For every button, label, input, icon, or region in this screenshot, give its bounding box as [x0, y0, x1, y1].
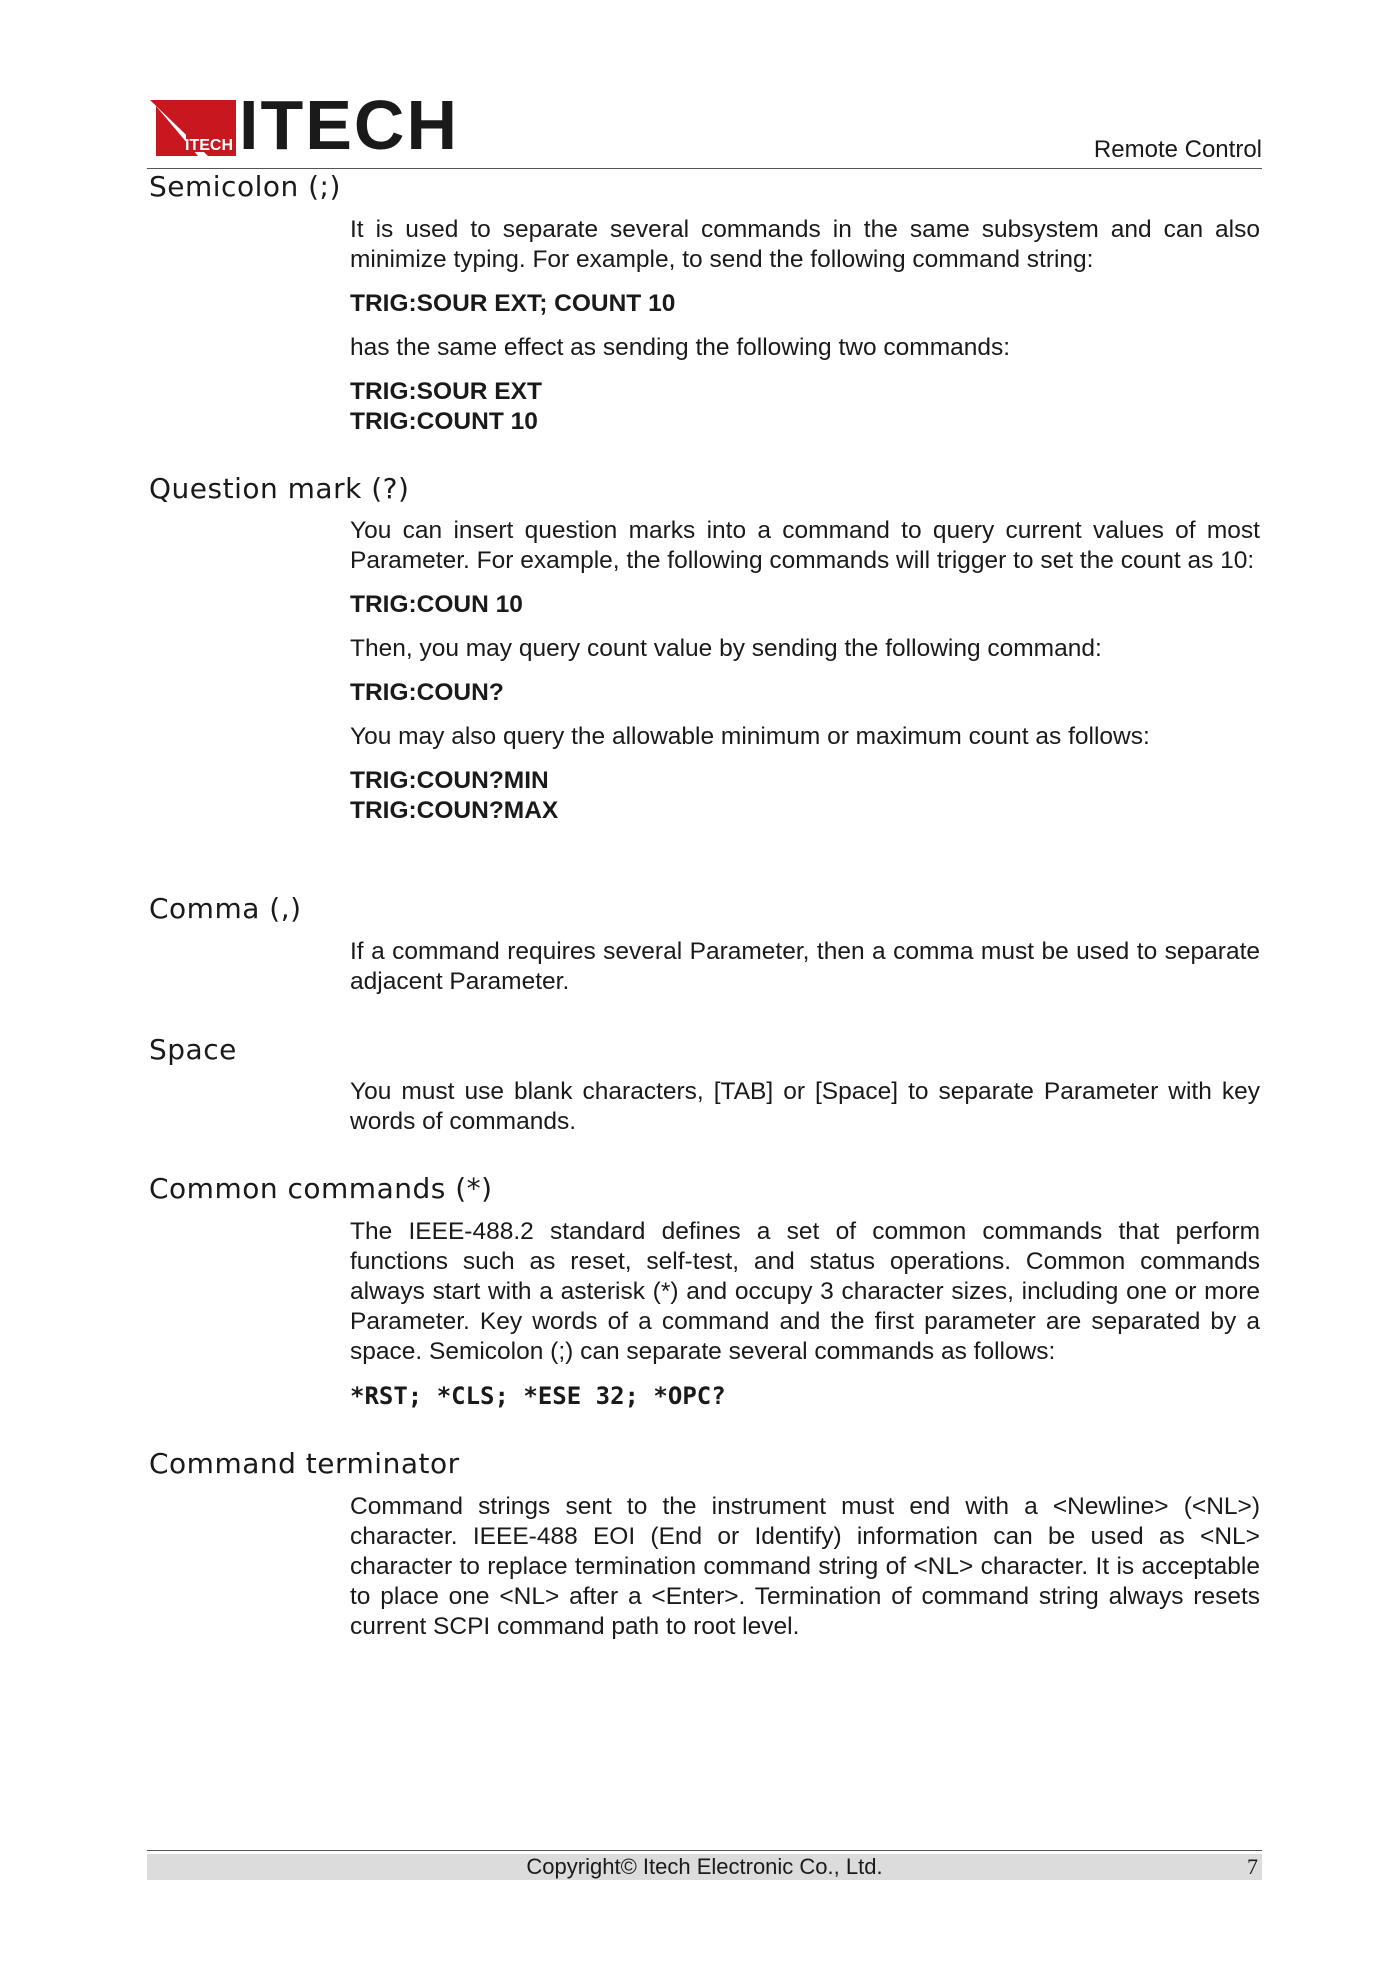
- section-body-semicolon: [350, 215, 1260, 437]
- paragraph: The IEEE-488.2 standard defines a set of common commands that perform functions such as reset, self-test, and status operations. Common commands always start with a asterisk (*) and occupy 3 character sizes, including one or more Parameter. Key words of a command and the first parameter are separated by a space. Semicolon (;) can separate several commands as follows:: [350, 1218, 1260, 1365]
- section-body-question-mark: [350, 516, 1260, 826]
- section-title-question-mark: Question mark (?): [149, 472, 410, 505]
- section-body-command-terminator: [350, 1492, 1260, 1656]
- paragraph: Command strings sent to the instrument must end with a <Newline> (<NL>) character. IEEE-488 EOI (End or Identify) information can be used as <NL> character to replace termination command string of <NL> character. It is acceptable to place one <NL> after a <Enter>. Termination of command string always resets current SCPI command path to root level.: [350, 1493, 1260, 1640]
- paragraph: It is used to separate several commands in the same subsystem and can also minimize typing. For example, to send the following command string:: [350, 216, 1260, 273]
- paragraph: You may also query the allowable minimum or maximum count as follows:: [350, 723, 1150, 750]
- section-body-space: [350, 1077, 1260, 1151]
- section-body-comma: [350, 937, 1260, 1011]
- section-title-comma: Comma (,): [149, 892, 302, 925]
- paragraph: You must use blank characters, [TAB] or [Space] to separate Parameter with key words of commands.: [350, 1078, 1260, 1135]
- section-title-space: Space: [149, 1033, 237, 1066]
- section-title-semicolon: Semicolon (;): [149, 170, 341, 203]
- section-body-common-commands: [350, 1217, 1260, 1411]
- page-header: [147, 86, 1262, 170]
- footer-divider: [147, 1850, 1262, 1851]
- section-title-command-terminator: Command terminator: [149, 1447, 460, 1480]
- command-example: TRIG:COUNT 10: [350, 408, 538, 435]
- command-example: TRIG:SOUR EXT; COUNT 10: [350, 290, 676, 317]
- command-example: TRIG:COUN?MAX: [350, 797, 559, 824]
- section-title-common-commands: Common commands (*): [149, 1172, 493, 1205]
- paragraph: Then, you may query count value by sending the following command:: [350, 635, 1102, 662]
- paragraph: If a command requires several Parameter, then a comma must be used to separate adjacent Parameter.: [350, 938, 1260, 995]
- command-example: *RST; *CLS; *ESE 32; *OPC?: [350, 1382, 726, 1410]
- page-number: 7: [1247, 1854, 1258, 1879]
- command-example: TRIG:SOUR EXT: [350, 378, 542, 405]
- command-example: TRIG:COUN?: [350, 679, 504, 706]
- itech-logo: [147, 86, 467, 164]
- paragraph: You can insert question marks into a command to query current values of most Parameter. For example, the following commands will trigger to set the count as 10:: [350, 517, 1260, 574]
- paragraph: has the same effect as sending the following two commands:: [350, 334, 1011, 361]
- copyright-text: Copyright© Itech Electronic Co., Ltd.: [526, 1854, 883, 1879]
- command-example: TRIG:COUN?MIN: [350, 767, 549, 794]
- command-example: TRIG:COUN 10: [350, 591, 523, 618]
- section-label: Remote Control: [1093, 136, 1262, 163]
- logo-wordmark: ITECH: [239, 86, 459, 164]
- itech-logo-mark-icon: [150, 100, 236, 156]
- header-divider: [147, 168, 1262, 169]
- logo-mark-text: ITECH: [185, 137, 233, 154]
